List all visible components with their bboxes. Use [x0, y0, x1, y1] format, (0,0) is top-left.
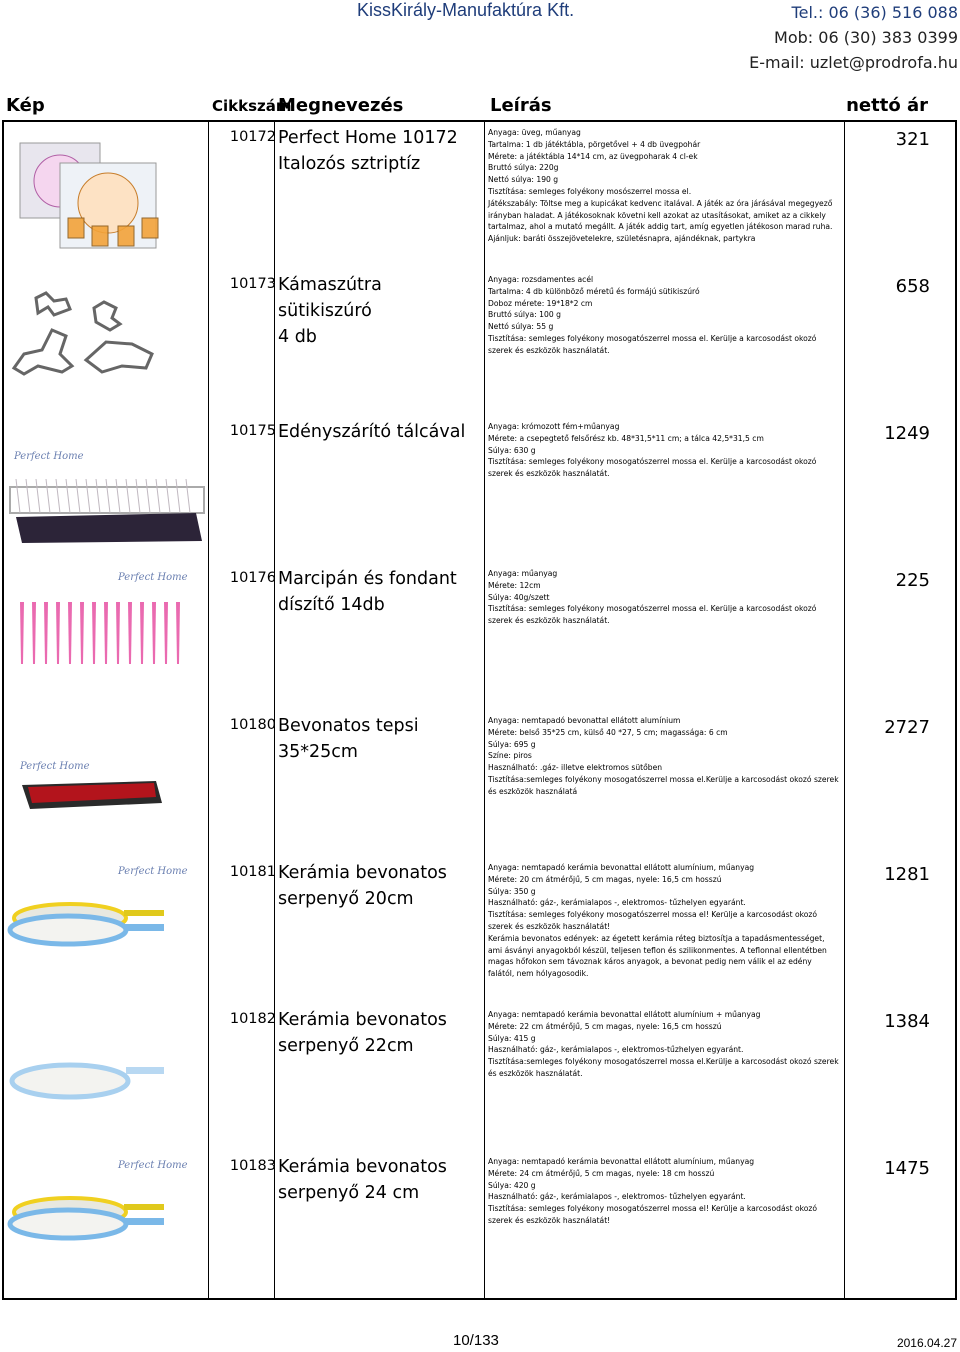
description-line: Tisztítása:semleges folyékony mosogatószerrel mossa el.Kerülje a karcosodást okozó szerek és eszközök használatát. — [488, 1057, 839, 1078]
product-description — [488, 274, 840, 357]
product-name-line: 4 db — [278, 327, 317, 347]
rack-wire — [186, 479, 190, 513]
description-line: Anyaga: nemtapadó kerámia bevonattal ellátott alumínium, műanyag — [488, 863, 755, 872]
fondant-tool — [116, 602, 120, 664]
product-name-line: Kerámia bevonatos — [278, 1010, 447, 1030]
description-line: Súlya: 350 g — [488, 886, 536, 896]
email-address: E-mail: uzlet@prodrofa.hu — [749, 53, 958, 72]
phone-mob: Mob: 06 (30) 383 0399 — [774, 28, 958, 47]
product-image — [6, 711, 206, 851]
rack-wire — [106, 479, 110, 513]
product-name-line: Edényszárító tálcával — [278, 422, 466, 442]
column-header-price: nettó ár — [846, 95, 928, 116]
cookie-cutter — [14, 330, 72, 374]
column-header-image: Kép — [6, 95, 45, 116]
product-name-line: serpenyő 24 cm — [278, 1183, 420, 1203]
description-line: Ajánljuk: baráti összejövetelekre, születésnapra, ajándéknak, partykra — [488, 234, 756, 244]
product-description — [488, 862, 840, 980]
shot-glass — [92, 226, 108, 246]
fondant-tool — [176, 602, 180, 664]
product-name-line: serpenyő 22cm — [278, 1036, 414, 1056]
description-line: Tisztítása: semleges folyékony mosogatószerrel mossa el. Kerülje a karcosodást okozó szerek és eszközök használatát. — [488, 457, 817, 479]
rack-wire — [126, 479, 130, 513]
print-date: 2016.04.27 — [896, 1336, 957, 1350]
rack-wire — [166, 479, 170, 513]
pan-handle — [124, 1204, 164, 1210]
product-name-line: Italozós sztriptíz — [278, 154, 421, 174]
fondant-tool — [32, 602, 36, 664]
product-image — [6, 123, 206, 263]
product-code: 10175 — [229, 423, 276, 439]
pan-handle — [124, 924, 164, 931]
cookie-cutter — [86, 342, 152, 372]
description-line: Tisztítása: semleges folyékony mosogatószerrel mossa el. Kerülje a karcosodást okozó szerek és eszközök használatát. — [488, 604, 817, 626]
product-name-line: serpenyő 20cm — [278, 889, 414, 909]
product-name-line: Kerámia bevonatos — [278, 1157, 447, 1177]
description-line: Tisztítása: semleges folyékony mosogatószerrel mossa el! Kerülje a karcosodást okozó szerek és eszközök használatát! — [488, 1204, 818, 1225]
fondant-tool — [20, 602, 24, 664]
product-row — [2, 858, 957, 998]
description-line: Mérete: 24 cm átmérőjű, 5 cm magas, nyele: 18 cm hosszú — [488, 1168, 715, 1178]
product-name-line: 35*25cm — [278, 742, 358, 762]
product-name — [278, 419, 476, 445]
product-code: 10181 — [229, 864, 276, 880]
brand-logo: Perfect Home — [118, 866, 188, 877]
fondant-tool — [92, 602, 96, 664]
description-line: Mérete: 12cm — [488, 580, 541, 590]
product-row — [2, 123, 957, 263]
rack-wire — [86, 479, 90, 513]
fondant-tool — [44, 602, 48, 664]
product-image — [6, 564, 206, 704]
product-name-line: Kerámia bevonatos — [278, 863, 447, 883]
description-line: Súlya: 630 g — [488, 445, 536, 455]
description-line: Kerámia bevonatos edények: az égetett kerámia réteg biztosítja a tapadásmentességet, ami ásványi anyagokból készül, teljesen teflon és szilikonmentes. A teflonnal ellentétben magas hőfokon sem távoznak káros anyagok, a bevonat pedig nem válik el az edény falától, nem hólyagosodik. — [488, 933, 827, 979]
description-line: Súlya: 695 g — [488, 739, 536, 749]
product-description — [488, 1156, 840, 1227]
product-description — [488, 715, 840, 798]
brand-logo: Perfect Home — [118, 572, 188, 583]
product-price: 1249 — [884, 423, 930, 444]
rack-wire — [46, 479, 50, 513]
product-name — [278, 125, 476, 177]
fondant-tool — [68, 602, 72, 664]
description-line: Anyaga: nemtapadó kerámia bevonattal ellátott alumínium + műanyag — [488, 1010, 761, 1019]
description-line: Doboz mérete: 19*18*2 cm — [488, 298, 593, 308]
fondant-tool — [164, 602, 168, 664]
pan-blue — [10, 916, 126, 944]
fondant-tool — [56, 602, 60, 664]
drip-tray — [16, 513, 202, 543]
description-line: Nettó súlya: 55 g — [488, 322, 554, 332]
product-row — [2, 417, 957, 557]
pan-handle — [124, 1218, 164, 1225]
product-code: 10176 — [229, 570, 276, 586]
product-price: 321 — [895, 129, 930, 150]
fondant-tool — [152, 602, 156, 664]
rack-wire — [176, 479, 180, 513]
description-line: Nettó súlya: 190 g — [488, 175, 559, 185]
rack-wire — [36, 479, 40, 513]
product-name — [278, 1007, 476, 1059]
product-name-line: Bevonatos tepsi — [278, 716, 419, 736]
product-name-line: díszítő 14db — [278, 595, 385, 615]
product-name — [278, 1154, 476, 1206]
shot-glass — [142, 218, 158, 238]
fondant-tool — [128, 602, 132, 664]
cookie-cutter — [94, 302, 120, 330]
product-row — [2, 1152, 957, 1292]
product-price: 1281 — [884, 864, 930, 885]
product-price: 658 — [895, 276, 930, 297]
product-description — [488, 568, 840, 627]
product-image — [6, 1152, 206, 1292]
description-line: Anyaga: üveg, műanyag — [488, 128, 581, 137]
product-name-line: Kámaszútra sütikiszúró — [278, 275, 382, 321]
rack-wire — [96, 479, 100, 513]
pan-handle — [124, 910, 164, 916]
product-code: 10183 — [229, 1158, 276, 1174]
description-line: Tisztítása: semleges folyékony mosogatószerrel mossa el! Kerülje a karcosodást okozó szerek és eszközök használatát! — [488, 910, 818, 931]
description-line: Tartalma: 4 db különböző méretű és formájú sütikiszúró — [488, 286, 700, 296]
pan-light-blue — [12, 1065, 128, 1097]
pan-handle — [126, 1067, 164, 1074]
description-line: Mérete: 22 cm átmérőjű, 5 cm magas, nyele: 16,5 cm hosszú — [488, 1021, 722, 1031]
fondant-tool — [140, 602, 144, 664]
description-line: Súlya: 40g/szett — [488, 592, 550, 602]
description-line: Mérete: a játéktábla 14*14 cm, az üvegpoharak 4 cl-ek — [488, 151, 698, 161]
description-line: Használható: .gáz- illetve elektromos sütőben — [488, 763, 663, 773]
rack-wire — [146, 479, 150, 513]
product-row — [2, 270, 957, 410]
product-description — [488, 421, 840, 480]
rack-wire — [16, 479, 20, 513]
product-code: 10173 — [229, 276, 276, 292]
rack-wire — [116, 479, 120, 513]
product-name — [278, 566, 476, 618]
description-line: Anyaga: nemtapadó kerámia bevonattal ellátott alumínium, műanyag — [488, 1157, 755, 1166]
shot-glass — [118, 226, 134, 246]
description-line: Bruttó súlya: 100 g — [488, 310, 561, 320]
product-name — [278, 713, 476, 765]
product-price: 225 — [895, 570, 930, 591]
fondant-tool — [104, 602, 108, 664]
product-name-line: Perfect Home 10172 — [278, 128, 458, 148]
rack-wire — [26, 479, 30, 513]
contact-block — [749, 0, 958, 75]
rack-wire — [136, 479, 140, 513]
description-line: Mérete: belső 35*25 cm, külső 40 *27, 5 cm; magassága: 6 cm — [488, 727, 728, 737]
product-image — [6, 270, 206, 410]
column-header-description: Leírás — [490, 95, 552, 116]
fondant-tool — [80, 602, 84, 664]
product-price: 1384 — [884, 1011, 930, 1032]
description-line: Tisztítása: semleges folyékony mosogatószerrel mossa el. Kerülje a karcosodást okozó szerek és eszközök használatát. — [488, 333, 817, 355]
product-image — [6, 858, 206, 998]
column-header-code: Cikkszám — [212, 97, 292, 115]
description-line: Tisztítása:semleges folyékony mosogatószerrel mossa el.Kerülje a karcosodást okozó szerek és eszközök használatá — [488, 774, 839, 796]
product-image — [6, 417, 206, 557]
rack-wire — [76, 479, 80, 513]
description-line: Használható: gáz-, kerámialapos -, elektromos- tűzhelyen egyaránt. — [488, 1192, 746, 1202]
company-name: KissKirály-Manufaktúra Kft. — [357, 0, 575, 20]
brand-logo: Perfect Home — [14, 451, 84, 462]
product-price: 1475 — [884, 1158, 930, 1179]
phone-tel: Tel.: 06 (36) 516 088 — [791, 3, 958, 22]
description-line: Súlya: 415 g — [488, 1033, 536, 1043]
column-header-name: Megnevezés — [278, 95, 404, 116]
brand-logo: Perfect Home — [118, 1160, 188, 1171]
product-code: 10172 — [229, 129, 276, 145]
product-name — [278, 860, 476, 912]
description-line: Súlya: 420 g — [488, 1180, 536, 1190]
rack-wire — [66, 479, 70, 513]
description-line: Bruttó súlya: 220g — [488, 163, 559, 173]
description-line: Anyaga: rozsdamentes acél — [488, 275, 594, 284]
rack-wire — [156, 479, 160, 513]
page-number: 10/133 — [453, 1332, 499, 1349]
product-row — [2, 564, 957, 704]
description-line: Színe: piros — [488, 751, 532, 761]
product-code: 10182 — [229, 1011, 276, 1027]
product-name — [278, 272, 476, 350]
description-line: Anyaga: műanyag — [488, 569, 558, 578]
product-row — [2, 711, 957, 851]
product-image — [6, 1005, 206, 1145]
description-line: Tisztítása: semleges folyékony mosószerrel mossa el. — [488, 186, 692, 196]
description-line: Anyaga: nemtapadó bevonattal ellátott alumínium — [488, 716, 681, 725]
product-price: 2727 — [884, 717, 930, 738]
rack-wire — [56, 479, 60, 513]
shot-glass — [68, 218, 84, 238]
brand-logo: Perfect Home — [20, 761, 90, 772]
product-description — [488, 127, 840, 245]
description-line: Használható: gáz-, kerámialapos -, elektromos- tűzhelyen egyaránt. — [488, 898, 746, 908]
description-line: Játékszabály: Töltse meg a kupicákat kedvenc italával. A játék az óra járásával megegyező irányban haladat. A játékosoknak követni kell azokat az utasításokat, amiket az a cikkely tartalmaz, ahol a mutató megállt. A játék addig tart, amíg egyetlen játékoson marad ruha. — [488, 198, 833, 232]
description-line: Mérete: a csepegtető felsőrész kb. 48*31,5*11 cm; a tálca 42,5*31,5 cm — [488, 433, 764, 443]
description-line: Tartalma: 1 db játéktábla, pörgetővel + 4 db üvegpohár — [488, 139, 701, 149]
description-line: Használható: gáz-, kerámialapos -, elektromos-tűzhelyen egyaránt. — [488, 1045, 744, 1055]
product-description — [488, 1009, 840, 1080]
product-name-line: Marcipán és fondant — [278, 569, 457, 589]
product-row — [2, 1005, 957, 1145]
description-line: Anyaga: krómozott fém+műanyag — [488, 422, 620, 431]
game-board — [78, 173, 138, 233]
product-code: 10180 — [229, 717, 276, 733]
cookie-cutter — [36, 293, 70, 315]
pan-blue — [10, 1210, 126, 1238]
description-line: Mérete: 20 cm átmérőjű, 5 cm magas, nyele: 16,5 cm hosszú — [488, 874, 722, 884]
